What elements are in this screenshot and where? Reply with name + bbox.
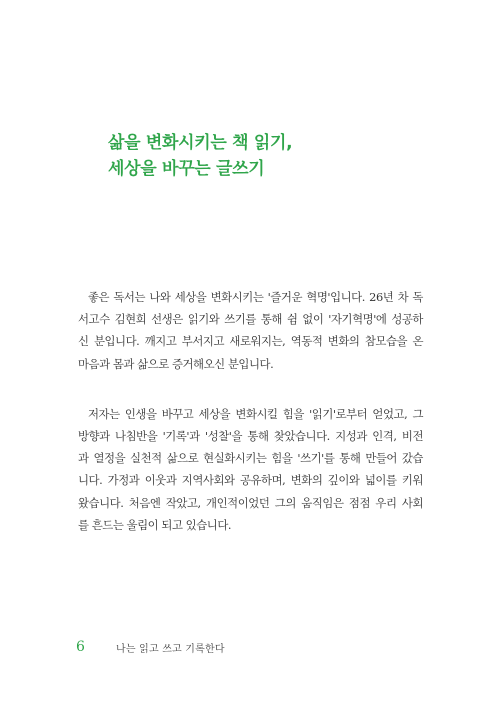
headline-line: 세상을 바꾸는 글쓰기 <box>108 159 265 179</box>
paragraph <box>78 286 423 375</box>
text-line: 좋은 독서는 나와 세상을 변화시키는 '즐거운 혁명'입니다. 26년 차 독 <box>88 290 423 304</box>
headline <box>108 130 468 182</box>
text-line: 과 열정을 실천적 삶으로 현실화시키는 힘을 '쓰기'를 통해 만들어 갔습 <box>78 451 423 466</box>
text-line: 저자는 인생을 바꾸고 세상을 변화시킬 힘을 '읽기'로부터 얻었고, 그 <box>88 406 423 421</box>
page-footer <box>76 638 225 656</box>
paragraph <box>78 403 423 536</box>
body-text <box>78 286 423 536</box>
text-line: 서고수 김현희 선생은 읽기와 쓰기를 통해 쉼 없이 '자기혁명'에 성공하 <box>78 312 423 327</box>
text-line: 방향과 나침반을 '기록'과 '성찰'을 통해 찾았습니다. 지성과 인격, 비전 <box>78 429 423 444</box>
headline-line: 삶을 변화시키는 책 읽기, <box>108 133 293 153</box>
page-number: 6 <box>76 639 85 655</box>
text-line: 왔습니다. 처음엔 작았고, 개인적이었던 그의 움직임은 점점 우리 사회 <box>78 495 423 510</box>
text-line: 니다. 가정과 이웃과 지역사회와 공유하며, 변화의 깊이와 넓이를 키워 <box>78 473 423 488</box>
text-line: 마음과 몸과 삶으로 증거해오신 분입니다. <box>78 356 274 371</box>
text-line: 신 분입니다. 깨지고 부서지고 새로워지는, 역동적 변화의 참모습을 온 <box>78 334 423 349</box>
text-line: 를 흔드는 울림이 되고 있습니다. <box>78 517 232 532</box>
running-title: 나는 읽고 쓰고 기록한다 <box>116 643 225 655</box>
